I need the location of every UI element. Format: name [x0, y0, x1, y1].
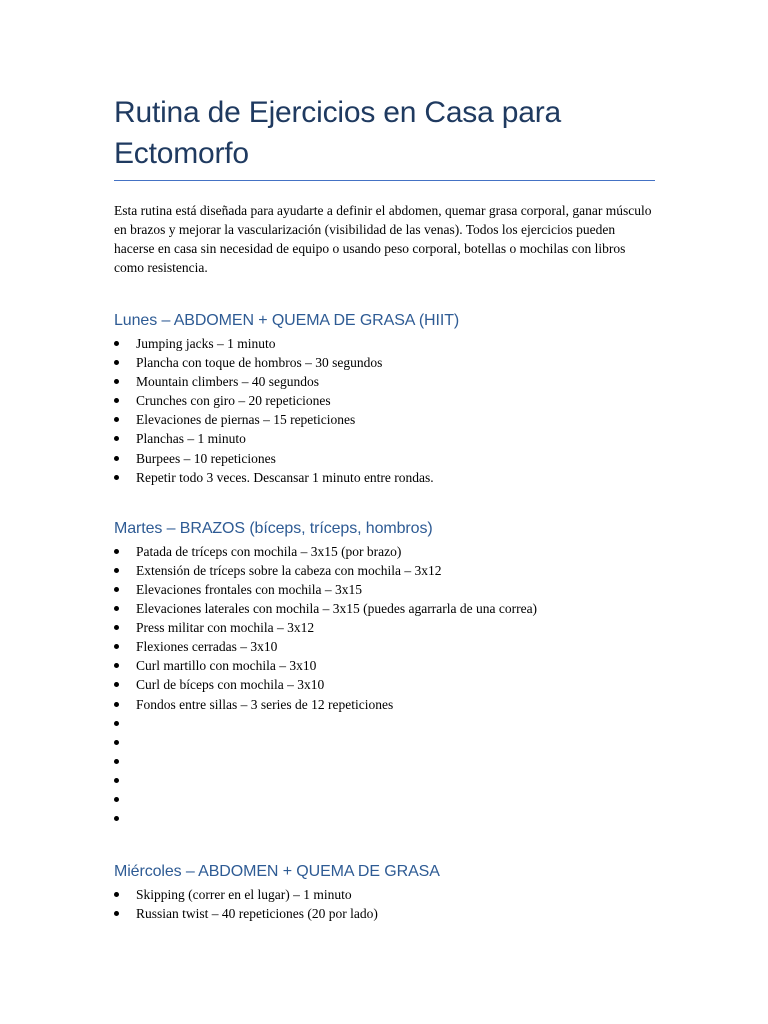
list-item: Elevaciones de piernas – 15 repeticiones: [114, 410, 656, 429]
empty-list-item: [114, 809, 656, 828]
list-item: Russian twist – 40 repeticiones (20 por lado): [114, 904, 656, 923]
list-item: Elevaciones laterales con mochila – 3x15 (puedes agarrarla de una correa): [114, 599, 656, 618]
title-underline: [114, 180, 655, 181]
section-heading-martes: Martes – BRAZOS (bíceps, tríceps, hombros): [114, 519, 433, 537]
list-item: Jumping jacks – 1 minuto: [114, 334, 656, 353]
list-item: Extensión de tríceps sobre la cabeza con mochila – 3x12: [114, 561, 656, 580]
list-item: Crunches con giro – 20 repeticiones: [114, 391, 656, 410]
document-title: Rutina de Ejercicios en Casa para Ectomorfo: [114, 96, 561, 170]
empty-list-item: [114, 790, 656, 809]
list-item: Planchas – 1 minuto: [114, 429, 656, 448]
list-item: Elevaciones frontales con mochila – 3x15: [114, 580, 656, 599]
section-heading-lunes: Lunes – ABDOMEN + QUEMA DE GRASA (HIIT): [114, 312, 460, 329]
list-item: Skipping (correr en el lugar) – 1 minuto: [114, 885, 656, 904]
list-item: Repetir todo 3 veces. Descansar 1 minuto entre rondas.: [114, 468, 656, 487]
section-heading-miercoles: Miércoles – ABDOMEN + QUEMA DE GRASA: [114, 863, 440, 881]
list-item: Patada de tríceps con mochila – 3x15 (por brazo): [114, 542, 656, 561]
list-item: Press militar con mochila – 3x12: [114, 618, 656, 637]
empty-list-item: [114, 752, 656, 771]
exercise-list-martes: [114, 542, 656, 828]
list-item: Flexiones cerradas – 3x10: [114, 637, 656, 656]
empty-list-item: [114, 714, 656, 733]
list-item: Curl de bíceps con mochila – 3x10: [114, 675, 656, 694]
empty-list-item: [114, 771, 656, 790]
exercise-list-miercoles: [114, 885, 656, 923]
intro-paragraph: Esta rutina está diseñada para ayudarte a definir el abdomen, quemar grasa corporal, ganar músculo en brazos y mejorar la vascularización (visibilidad de las venas). Todos los ejercicios pueden hacerse en casa sin necesidad de equipo o usando peso corporal, botellas o mochilas con libros como resistencia.: [114, 203, 652, 275]
document-page: [114, 92, 656, 923]
list-item: Curl martillo con mochila – 3x10: [114, 656, 656, 675]
list-item: Burpees – 10 repeticiones: [114, 449, 656, 468]
list-item: Plancha con toque de hombros – 30 segundos: [114, 353, 656, 372]
exercise-list-lunes: [114, 334, 656, 487]
list-item: Fondos entre sillas – 3 series de 12 repeticiones: [114, 695, 656, 714]
list-item: Mountain climbers – 40 segundos: [114, 372, 656, 391]
empty-list-item: [114, 733, 656, 752]
